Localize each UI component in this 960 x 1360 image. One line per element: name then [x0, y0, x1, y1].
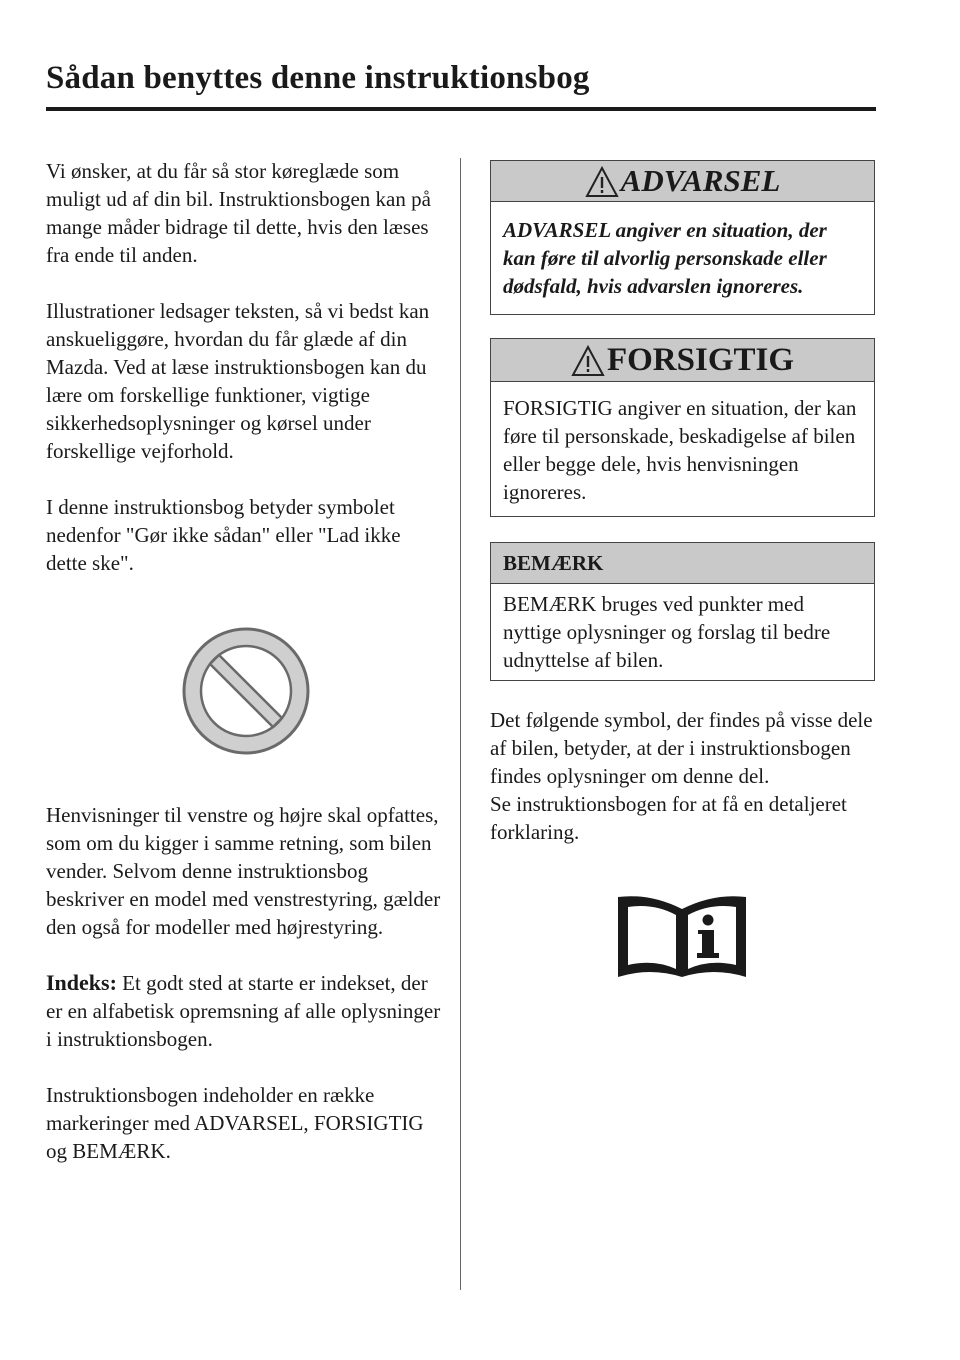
note-box — [490, 542, 875, 681]
illustrations-paragraph: Illustrationer ledsager teksten, så vi bedst kan anskueliggøre, hvordan du får glæde af din Mazda. Ved at læse instruktionsbogen kan du lære om forskellige funktioner, vigtige sikkerhedsoplysninger og kørsel under forskellige vejforhold. — [46, 299, 430, 463]
intro-paragraph: Vi ønsker, at du får så stor køreglæde som muligt ud af din bil. Instruktionsbogen kan på mange måder bidrage til dette, hvis den læses fra ende til anden. — [46, 159, 431, 267]
detail-paragraph: Se instruktionsbogen for at få en detaljeret forklaring. — [490, 792, 847, 844]
page-title: Sådan benyttes denne instruktionsbog — [46, 60, 590, 96]
note-title: BEMÆRK — [503, 550, 604, 575]
caution-title: FORSIGTIG — [606, 341, 795, 378]
warning-header — [491, 161, 874, 202]
manual-info-icon — [614, 893, 750, 977]
prohibition-icon — [176, 621, 316, 761]
direction-paragraph: Henvisninger til venstre og højre skal opfattes, som om du kigger i samme retning, som bilen vender. Selvom denne instruktionsbog beskriver en model med venstrestyring, gælder den også for modeller med højrestyring. — [46, 803, 441, 939]
index-paragraph — [46, 969, 446, 1053]
left-column — [46, 157, 446, 1165]
note-text: BEMÆRK bruges ved punkter med nyttige oplysninger og forslag til bedre udnyttelse af bilen. — [503, 592, 831, 672]
caution-header — [491, 339, 874, 382]
warning-box — [490, 160, 875, 315]
markings-paragraph: Instruktionsbogen indeholder en række markeringer med ADVARSEL, FORSIGTIG og BEMÆRK. — [46, 1083, 424, 1163]
warning-text: ADVARSEL angiver en situation, der kan føre til alvorlig personskade eller dødsfald, hvis advarslen ignoreres. — [503, 218, 827, 298]
warning-triangle-icon — [571, 345, 605, 377]
caution-box — [490, 338, 875, 517]
note-header — [491, 543, 874, 584]
symbol-paragraph: I denne instruktionsbog betyder symbolet nedenfor "Gør ikke sådan" eller "Lad ikke dette ske". — [46, 495, 401, 575]
right-column-text — [490, 706, 880, 846]
title-rule — [46, 107, 876, 111]
column-divider — [460, 158, 461, 1290]
symbol-info-paragraph: Det følgende symbol, der findes på visse dele af bilen, betyder, at der i instruktionsbogen findes oplysninger om denne del. — [490, 708, 873, 788]
caution-text: FORSIGTIG angiver en situation, der kan føre til personskade, beskadigelse af bilen eller begge dele, hvis henvisningen ignoreres. — [503, 396, 857, 504]
warning-title: ADVARSEL — [620, 163, 781, 198]
warning-triangle-icon — [585, 166, 619, 198]
index-text: Et godt sted at starte er indekset, der er en alfabetisk opremsning af alle oplysninger i instruktionsbogen. — [46, 971, 441, 1051]
index-label: Indeks: — [46, 970, 117, 995]
